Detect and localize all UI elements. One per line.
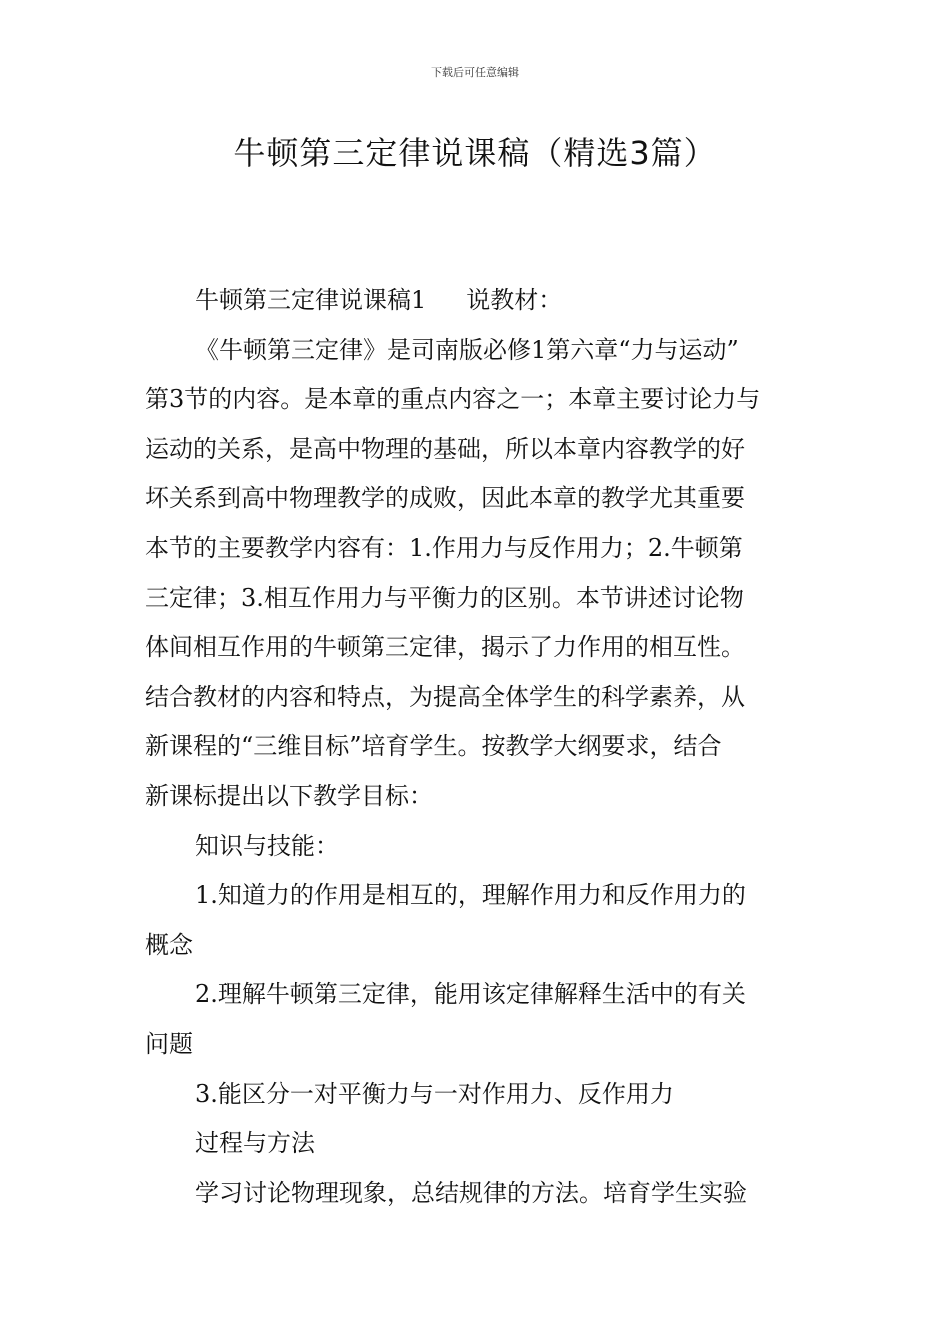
paragraph-line: 学习讨论物理现象，总结规律的方法。培育学生实验 — [195, 1178, 747, 1207]
document-body — [145, 276, 810, 1218]
section-heading: 牛顿第三定律说课稿1 — [195, 286, 427, 314]
paragraph-line: 体间相互作用的牛顿第三定律，揭示了力作用的相互性。 — [145, 633, 745, 662]
paragraph-line: 新课标提出以下教学目标： — [145, 781, 433, 810]
paragraph-line: 坏关系到高中物理教学的成败，因此本章的教学尤其重要 — [145, 484, 745, 513]
paragraph-line: 问题 — [145, 1029, 193, 1058]
paragraph-line: 3.能区分一对平衡力与一对作用力、反作用力 — [195, 1079, 674, 1108]
document-title: 牛顿第三定律说课稿（精选3篇） — [233, 134, 717, 172]
paragraph-line: 本节的主要教学内容有：1.作用力与反作用力；2.牛顿第 — [145, 533, 743, 562]
paragraph-line: 知识与技能： — [195, 831, 339, 860]
page-header-note: 下载后可任意编辑 — [431, 66, 519, 79]
paragraph-line: 过程与方法 — [195, 1129, 315, 1158]
paragraph-line: 三定律；3.相互作用力与平衡力的区别。本节讲述讨论物 — [145, 583, 744, 612]
subsection-heading: 说教材： — [466, 286, 563, 314]
paragraph-line: 结合教材的内容和特点，为提高全体学生的科学素养，从 — [145, 682, 745, 711]
paragraph-line — [145, 276, 810, 326]
paragraph-line: 2.理解牛顿第三定律，能用该定律解释生活中的有关 — [195, 980, 746, 1009]
paragraph-line: 第3节的内容。是本章的重点内容之一；本章主要讨论力与 — [145, 385, 761, 414]
paragraph-line: 概念 — [145, 930, 193, 959]
paragraph-line: 运动的关系，是高中物理的基础，所以本章内容教学的好 — [145, 434, 745, 463]
paragraph-line: 新课程的“三维目标”培育学生。按教学大纲要求，结合 — [145, 732, 722, 761]
paragraph-line: 《牛顿第三定律》是司南版必修1第六章“力与运动” — [195, 335, 739, 364]
paragraph-line: 1.知道力的作用是相互的，理解作用力和反作用力的 — [195, 881, 746, 910]
